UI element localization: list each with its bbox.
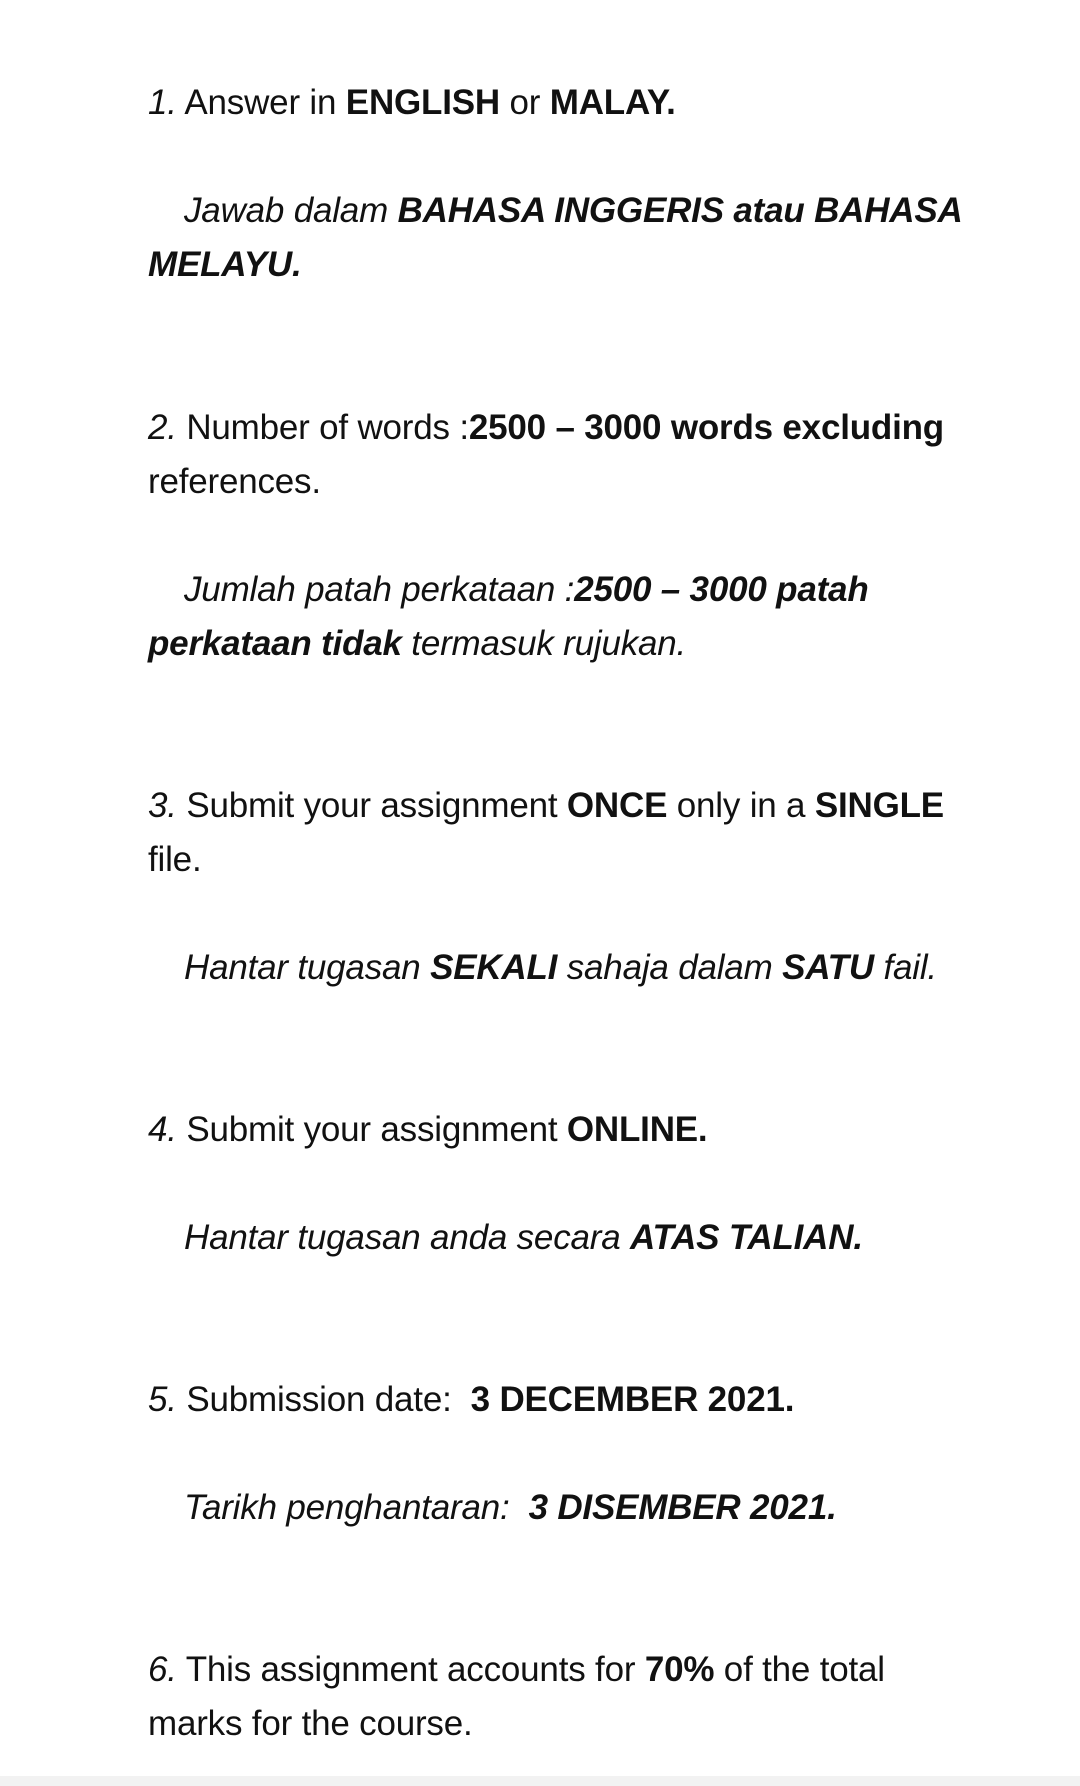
instruction-1-malay-line-2: [148, 238, 302, 292]
instruction-6-text-3: marks for the course.: [148, 1704, 473, 1743]
instruction-1-english: [148, 76, 676, 130]
instruction-6-english-line-2: [148, 1697, 473, 1751]
instruction-2-malay-bold: 2500 – 3000 patah: [574, 570, 869, 609]
instruction-5-number: 5.: [148, 1380, 177, 1419]
instruction-2-malay-text-2: termasuk rujukan.: [401, 624, 687, 663]
instruction-3-english-line-1: [148, 779, 944, 833]
instruction-3-text-2: only in a: [667, 786, 815, 825]
instruction-5-english: [148, 1373, 794, 1427]
instruction-5-text: Submission date:: [176, 1380, 471, 1419]
instruction-3-malay-text-3: fail.: [873, 948, 937, 987]
instruction-2-text: Number of words :: [176, 408, 469, 447]
instruction-4-number: 4.: [148, 1110, 177, 1149]
instruction-3-text-file: file.: [148, 840, 202, 879]
instruction-5-malay: [148, 1481, 837, 1535]
instruction-1-bold-malay: MALAY.: [549, 83, 676, 122]
instruction-2-bold-word-count: 2500 – 3000 words excluding: [468, 408, 944, 447]
instruction-4-text: Submit your assignment: [176, 1110, 567, 1149]
instruction-5-bold-date: 3 DECEMBER 2021.: [470, 1380, 795, 1419]
instruction-2-text-references: references.: [148, 462, 321, 501]
instruction-2-malay-bold-2: perkataan tidak: [148, 624, 402, 663]
instruction-4-english: [148, 1103, 707, 1157]
instruction-2-english-line-2: [148, 455, 321, 509]
instruction-3-english-line-2: [148, 833, 201, 887]
instruction-3-malay-text-2: sahaja dalam: [557, 948, 783, 987]
page-bottom-edge: [0, 1776, 1080, 1786]
instruction-2-english-line-1: [148, 401, 944, 455]
instruction-4-malay-text: Hantar tugasan anda secara: [184, 1218, 631, 1257]
instruction-3-malay: [148, 941, 937, 995]
instruction-4-malay: [148, 1211, 863, 1265]
instruction-3-bold-once: ONCE: [566, 786, 668, 825]
instruction-1-bold-english: ENGLISH: [345, 83, 500, 122]
instruction-1-malay-bold: BAHASA INGGERIS atau BAHASA: [397, 191, 963, 230]
instruction-2-number: 2.: [148, 408, 177, 447]
instruction-3-malay-text: Hantar tugasan: [184, 948, 431, 987]
instruction-3-malay-bold-sekali: SEKALI: [430, 948, 558, 987]
instruction-3-number: 3.: [148, 786, 177, 825]
instruction-2-malay-text: Jumlah patah perkataan :: [184, 570, 575, 609]
instruction-1-malay-text: Jawab dalam: [184, 191, 398, 230]
instruction-1-number: 1.: [148, 83, 177, 122]
instruction-6-bold-percent: 70%: [644, 1650, 715, 1689]
instruction-1-text-or: or: [499, 83, 550, 122]
instruction-2-malay-line-2: [148, 617, 686, 671]
instruction-3-text: Submit your assignment: [176, 786, 567, 825]
instruction-5-malay-bold-date: 3 DISEMBER 2021.: [528, 1488, 837, 1527]
instruction-1-malay-line-1: [148, 184, 963, 238]
instruction-4-bold-online: ONLINE.: [566, 1110, 708, 1149]
instruction-5-malay-text: Tarikh penghantaran:: [184, 1488, 529, 1527]
instruction-4-malay-bold: ATAS TALIAN.: [630, 1218, 863, 1257]
instruction-6-english-line-1: [148, 1643, 885, 1697]
instruction-1-malay-bold-2: MELAYU.: [148, 245, 302, 284]
instruction-3-bold-single: SINGLE: [814, 786, 944, 825]
instruction-6-number: 6.: [148, 1650, 177, 1689]
instruction-6-text-2: of the total: [714, 1650, 885, 1689]
instruction-2-malay-line-1: [148, 563, 869, 617]
instruction-1-text: Answer in: [176, 83, 346, 122]
instruction-3-malay-bold-satu: SATU: [782, 948, 874, 987]
instruction-6-text: This assignment accounts for: [176, 1650, 645, 1689]
